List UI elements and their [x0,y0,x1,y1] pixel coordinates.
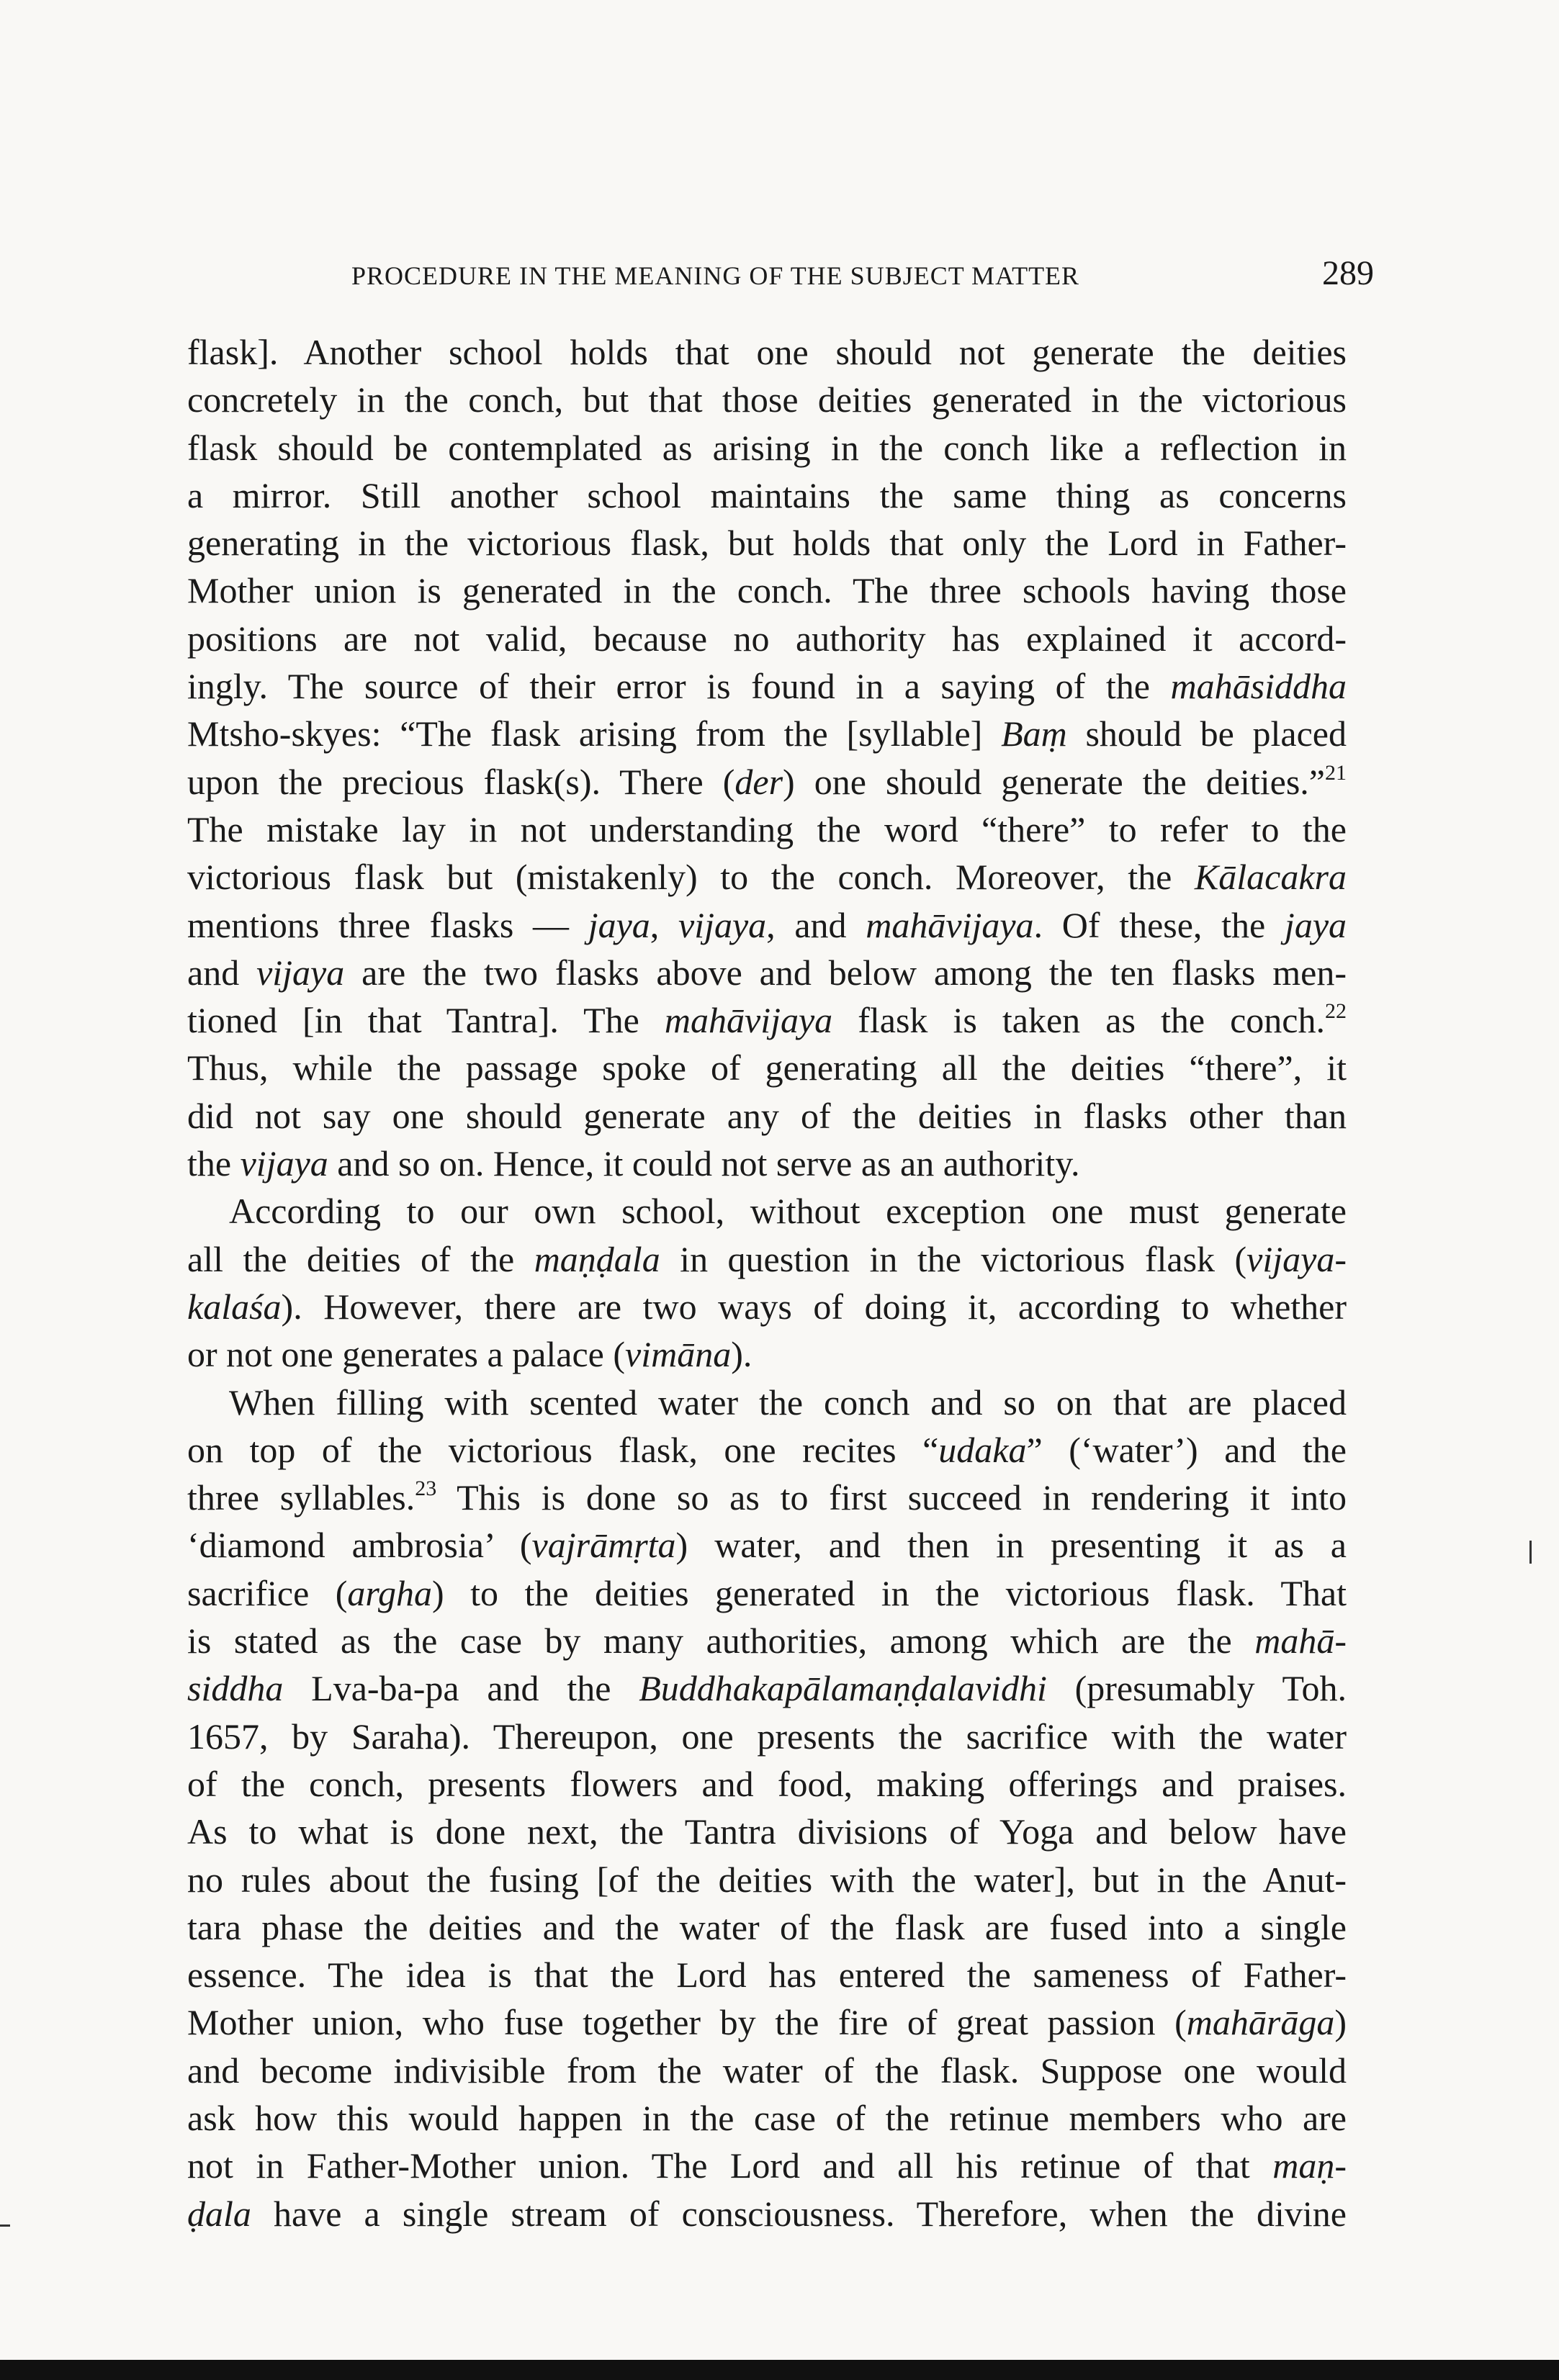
italic-term: der [734,761,783,802]
text-line: tara phase the deities and the water of the flask are fused into a single [187,1906,1347,1947]
italic-term: Buddhakapālamaṇḍalavidhi [639,1668,1047,1709]
text-run: . Of these, the [1033,904,1285,945]
text-line: and become indivisible from the water of the flask. Suppose one would [187,2050,1347,2091]
text-line [187,2190,1347,2237]
italic-term: jaya [1284,904,1347,945]
page-number: 289 [1322,254,1374,292]
text-line: According to our own school, without exception one must generate [229,1191,1347,1232]
margin-mark [1529,1541,1532,1564]
text-line [187,1426,1347,1474]
italic-term: siddha [187,1668,284,1709]
text-line: Mother union is generated in the conch. The three schools having those [187,570,1347,611]
text-line [187,1235,1347,1283]
text-run: ) water, and then in presenting it as a [675,1525,1347,1566]
italic-term: maṇ- [1272,2145,1347,2186]
text-run: or not one generates a palace ( [187,1334,626,1375]
italic-term: mahāsiddha [1170,666,1347,707]
text-line: ask how this would happen in the case of the retinue members who are [187,2097,1347,2138]
footnote-marker: 23 [415,1477,437,1501]
text-line: As to what is done next, the Tantra divisions of Yoga and below have [187,1811,1347,1852]
text-line: a mirror. Still another school maintains the same thing as concerns [187,474,1347,515]
text-line [187,1617,1347,1664]
scan-edge-bar [0,2360,1559,2380]
text-run: three syllables. [187,1477,415,1518]
text-line: generating in the victorious flask, but holds that only the Lord in Father- [187,523,1347,564]
italic-term: vimāna [625,1334,732,1375]
italic-term: mahā- [1254,1621,1347,1662]
text-line [187,1664,1347,1712]
text-line: concretely in the conch, but that those deities generated in the victorious [187,379,1347,420]
text-line [187,1330,1347,1378]
text-run: (presumably Toh. [1046,1668,1347,1709]
text-run: tioned [in that Tantra]. The [187,1000,665,1041]
footnote-marker: 22 [1325,999,1347,1024]
text-run: should be placed [1066,713,1347,754]
text-line: flask]. Another school holds that one should not generate the deities [187,332,1347,372]
text-line [187,758,1347,806]
text-run: , [650,904,678,945]
text-run: ). [731,1334,752,1375]
running-head: PROCEDURE IN THE MEANING OF THE SUBJECT MATTER [351,261,1080,290]
text-run: the [187,1143,241,1184]
text-run: flask is taken as the conch. [832,1000,1326,1041]
text-run: ” (‘water’) and the [1026,1429,1347,1470]
text-line [187,1474,1347,1521]
italic-term: udaka [938,1429,1027,1470]
text-run: Mother union, who fuse together by the fire of great passion ( [187,2002,1187,2043]
text-run: , and [766,904,866,945]
text-line [187,1998,1347,2046]
text-line [187,662,1347,710]
text-line [187,1283,1347,1330]
italic-term: maṇḍala [534,1238,660,1279]
text-run: victorious flask but (mistakenly) to the conch. Moreover, the [187,857,1195,898]
text-run: Mtsho-skyes: “The flask arising from the [syllable] [187,713,1002,754]
italic-term: Baṃ [1001,713,1067,754]
text-run: is stated as the case by many authorities, among which are the [187,1621,1255,1662]
italic-term: argha [347,1572,433,1613]
text-run: Lva-ba-pa and the [283,1668,639,1709]
text-run: sacrifice ( [187,1572,348,1613]
italic-term: vajrāmṛta [531,1525,676,1566]
text-line [187,1140,1347,1187]
italic-term: Kālacakra [1194,857,1347,898]
italic-term: mahārāga [1186,2002,1335,2043]
text-run: not in Father-Mother union. The Lord and all his retinue of that [187,2145,1273,2186]
text-run: ) one should generate the deities.” [783,761,1325,802]
text-line: When filling with scented water the conch and so on that are placed [229,1381,1347,1423]
text-line: did not say one should generate any of the deities in flasks other than [187,1095,1347,1136]
text-run: on top of the victorious flask, one recites “ [187,1429,939,1470]
text-run: are the two flasks above and below among the ten flasks men- [344,952,1347,993]
text-run: ) to the deities generated in the victorious flask. That [432,1572,1347,1613]
text-line: no rules about the fusing [of the deities with the water], but in the Anut- [187,1859,1347,1900]
text-run: ‘diamond ambrosia’ ( [187,1525,532,1566]
text-line [187,853,1347,901]
text-run: mentions three flasks — [187,904,588,945]
text-run: and [187,952,257,993]
body-text [187,328,1347,2237]
italic-term: mahāvijaya [664,1000,833,1041]
text-run: ) [1334,2002,1347,2043]
text-run: in question in the victorious flask ( [660,1238,1247,1279]
text-line: The mistake lay in not understanding the word “there” to refer to the [187,808,1347,849]
text-line [187,1569,1347,1617]
text-line: positions are not valid, because no authority has explained it accord- [187,618,1347,659]
italic-term: vijaya- [1246,1238,1347,1279]
text-line [187,710,1347,757]
italic-term: jaya [588,904,650,945]
italic-term: kalaśa [187,1286,282,1327]
footnote-marker: 21 [1325,760,1347,785]
text-run: upon the precious flask(s). There ( [187,761,735,802]
italic-term: mahāvijaya [866,904,1034,945]
italic-term: vijaya [240,1143,328,1184]
text-line: flask should be contemplated as arising in the conch like a reflection in [187,427,1347,468]
text-line: essence. The idea is that the Lord has entered the sameness of Father- [187,1955,1347,1996]
italic-term: ḍala [187,2193,251,2234]
text-line [187,2142,1347,2189]
text-line [187,901,1347,949]
text-run: and so on. Hence, it could not serve as an authority. [328,1143,1080,1184]
italic-term: vijaya [256,952,345,993]
text-run: ingly. The source of their error is found in a saying of the [187,666,1171,707]
text-line [187,1521,1347,1569]
text-line [187,949,1347,996]
text-run: This is done so as to first succeed in rendering it into [436,1477,1347,1518]
text-line: Thus, while the passage spoke of generating all the deities “there”, it [187,1047,1347,1088]
text-line: of the conch, presents flowers and food, making offerings and praises. [187,1763,1347,1804]
text-line: 1657, by Saraha). Thereupon, one presents the sacrifice with the water [187,1716,1347,1757]
margin-mark [0,2225,10,2227]
text-line [187,996,1347,1044]
text-run: have a single stream of consciousness. Therefore, when the divine [251,2193,1347,2234]
text-run: all the deities of the [187,1238,534,1279]
italic-term: vijaya [678,904,767,945]
text-run: ). However, there are two ways of doing it, according to whether [281,1286,1347,1327]
